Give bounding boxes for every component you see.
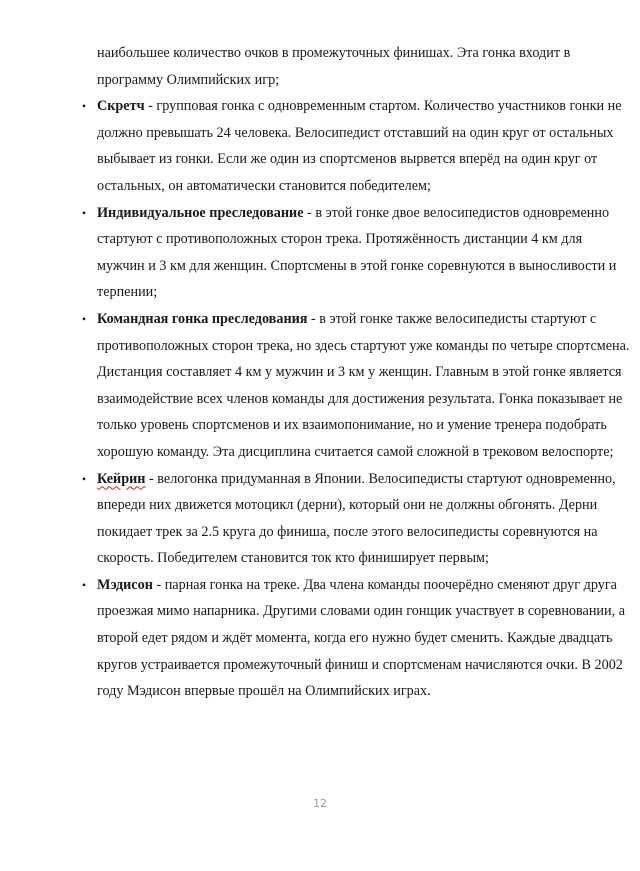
list-item-keirin bbox=[81, 466, 632, 572]
bullet-icon: • bbox=[81, 311, 87, 326]
bullet-icon: • bbox=[81, 205, 87, 220]
term-team-pursuit: Командная гонка преследования bbox=[97, 310, 308, 327]
page-content bbox=[81, 40, 632, 705]
description-scratch: - групповая гонка с одновременным стартом. Количество участников гонки не должно превышать 24 человека. Велосипедист отставший на один круг от остальных выбывает из гонки. Если же один из спортсменов вырвется вперёд на один круг от остальных, он автоматически становится победителем; bbox=[97, 98, 622, 194]
bullet-icon: • bbox=[81, 471, 87, 486]
term-madison: Мэдисон bbox=[97, 576, 153, 593]
bullet-icon: • bbox=[81, 99, 87, 114]
bullet-icon: • bbox=[81, 577, 87, 592]
list-item-madison bbox=[81, 572, 632, 705]
discipline-list bbox=[81, 93, 632, 705]
page-number: 12 bbox=[313, 797, 327, 810]
list-item-scratch bbox=[81, 93, 632, 199]
list-item-individual-pursuit bbox=[81, 200, 632, 306]
intro-paragraph: наибольшее количество очков в промежуточных финишах. Эта гонка входит в программу Олимпийских игр; bbox=[97, 45, 571, 88]
term-keirin-misspelled[interactable]: Кейрин bbox=[97, 470, 146, 487]
description-madison: - парная гонка на треке. Два члена команды поочерёдно сменяют друг друга проезжая мимо напарника. Другими словами один гонщик участвует в соревновании, а второй едет рядом и ждёт момента, когда его нужно будет сменить. Каждые двадцать кругов устраивается промежуточный финиш и спортсменам начисляются очки. В 2002 году Мэдисон впервые прошёл на Олимпийских играх. bbox=[97, 576, 625, 700]
term-scratch: Скретч bbox=[97, 98, 145, 115]
description-keirin: - велогонка придуманная в Японии. Велосипедисты стартуют одновременно, впереди них движется мотоцикл (дерни), который они не должны обгонять. Дерни покидает трек за 2.5 круга до финиша, после этого велосипедисты соревнуются на скорость. Победителем становится ток кто финиширует первым; bbox=[97, 470, 616, 567]
description-individual-pursuit: - в этой гонке двое велосипедистов одновременно стартуют с противоположных сторон трека. Протяжённость дистанции 4 км для мужчин и 3 км для женщин. Спортсмены в этой гонке соревнуются в выносливости и терпении; bbox=[97, 204, 617, 301]
list-item-team-pursuit bbox=[81, 306, 632, 466]
description-team-pursuit: - в этой гонке также велосипедисты стартуют с противоположных сторон трека, но здесь стартуют уже команды по четыре спортсмена. Дистанция составляет 4 км у мужчин и 3 км у женщин. Главным в этой гонке является взаимодействие всех членов команды для достижения результата. Гонка показывает не только уровень спортсменов и их взаимопонимание, но и умение тренера подобрать хорошую команду. Эта дисциплина считается самой сложной в трековом велоспорте; bbox=[97, 310, 630, 460]
term-individual-pursuit: Индивидуальное преследование bbox=[97, 204, 304, 221]
